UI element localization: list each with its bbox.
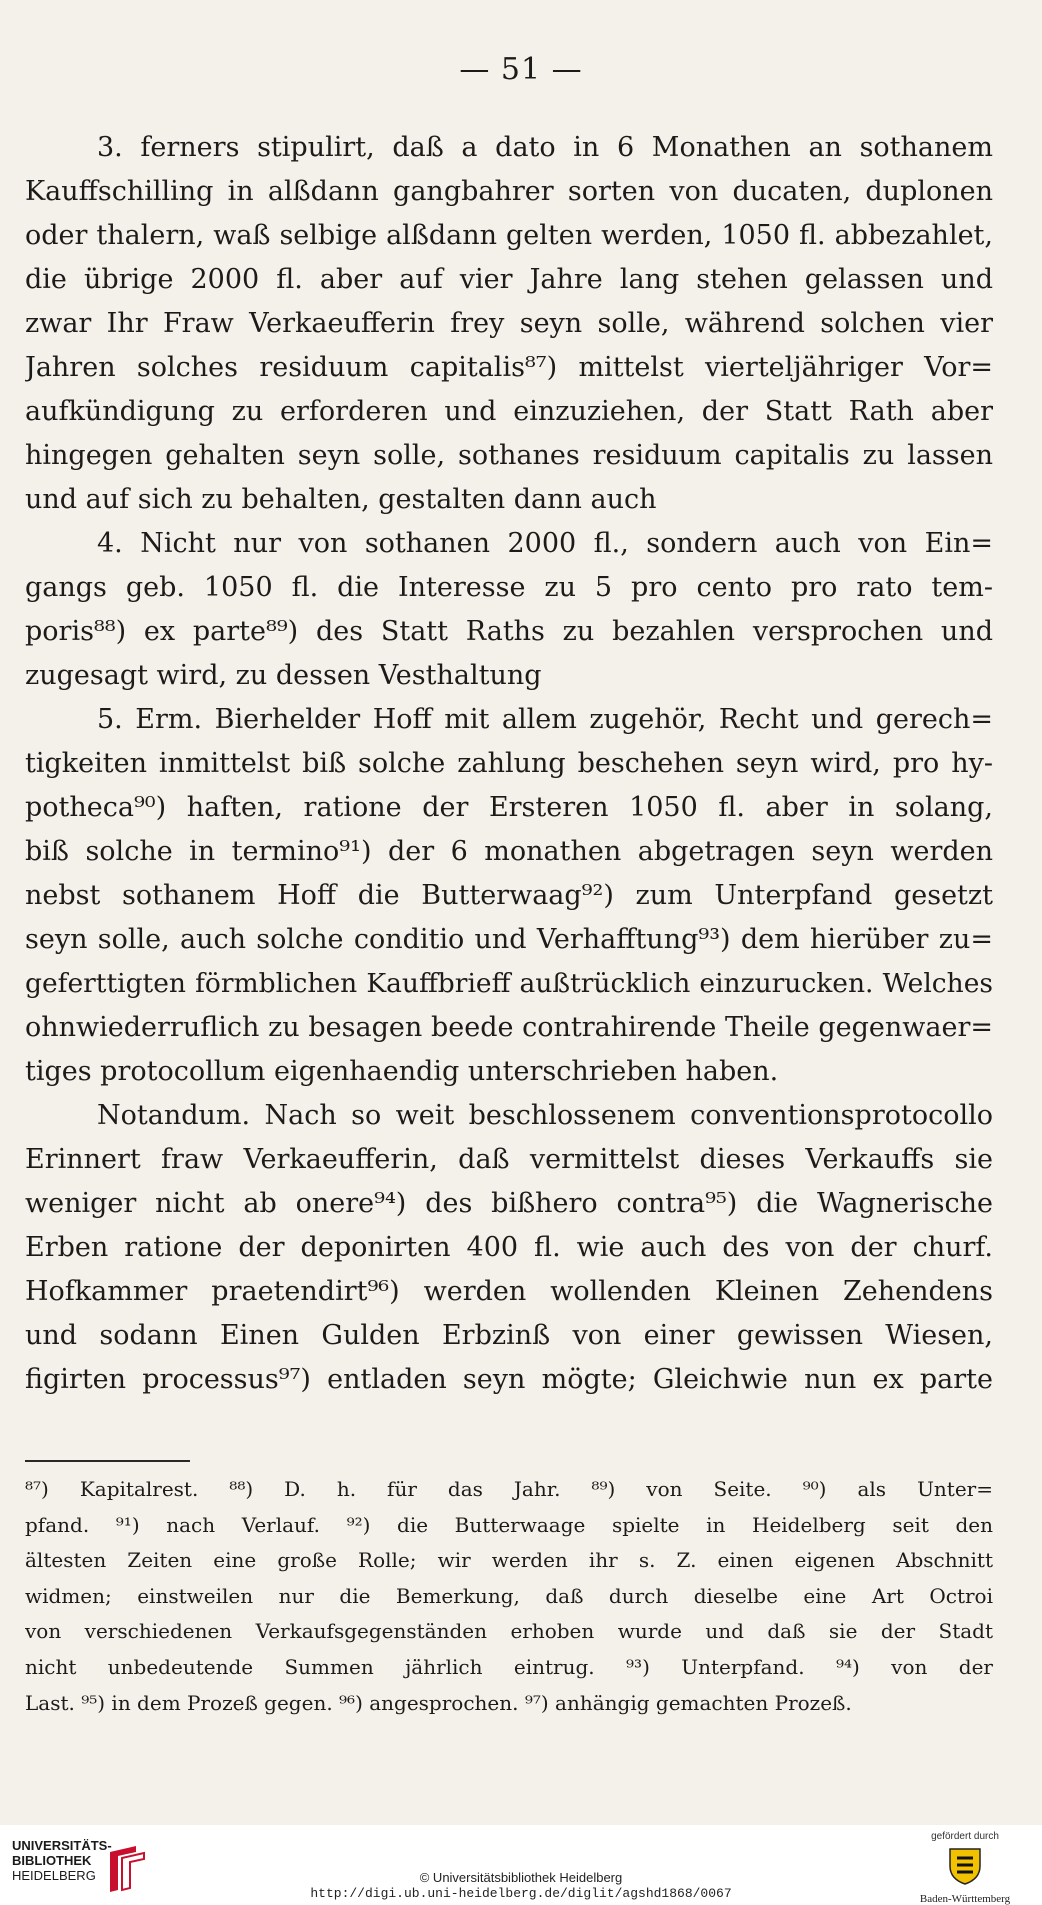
text-line: 4. Nicht nur von sothanen 2000 fl., sondern auch von Ein= (97, 528, 993, 559)
footnote-line: ältesten Zeiten eine große Rolle; wir werden ihr s. Z. einen eigenen Abschnitt (25, 1548, 993, 1573)
library-name-line1: UNIVERSITÄTS- (12, 1838, 112, 1853)
text-line: weniger nicht ab onere⁹⁴) des bißhero contra⁹⁵) die Wagnerische (25, 1188, 993, 1219)
state-crest-icon (946, 1846, 984, 1886)
viewer-footer (0, 1825, 1042, 1904)
permalink[interactable]: http://digi.ub.uni-heidelberg.de/diglit/agshd1868/0067 (310, 1886, 732, 1901)
text-line: hingegen gehalten seyn solle, sothanes residuum capitalis zu lassen (25, 440, 993, 471)
page-number: — 51 — (459, 52, 583, 87)
footnote-line: widmen; einstweilen nur die Bemerkung, daß durch dieselbe eine Art Octroi (25, 1583, 993, 1608)
copyright-notice: © Universitätsbibliothek Heidelberg (419, 1870, 623, 1885)
text-line: seyn solle, auch solche conditio und Verhafftung⁹³) dem hierüber zu= (25, 924, 993, 955)
footnote-line: pfand. ⁹¹) nach Verlauf. ⁹²) die Butterwaage spielte in Heidelberg seit den (25, 1512, 993, 1537)
footnote-line: von verschiedenen Verkaufsgegenständen erhoben wurde und daß sie der Stadt (25, 1619, 993, 1644)
text-line: 5. Erm. Bierhelder Hoff mit allem zugehör, Recht und gerech= (97, 704, 993, 735)
text-line: geferttigten förmblichen Kauffbrieff außtrücklich einzurucken. Welches (25, 968, 993, 999)
funding-state: Baden-Württemberg (919, 1893, 1011, 1905)
text-line: 3. ferners stipulirt, daß a dato in 6 Monathen an sothanem (97, 132, 993, 163)
text-line: zugesagt wird, zu dessen Vesthaltung (25, 660, 542, 691)
text-line: und auf sich zu behalten, gestalten dann auch (25, 484, 657, 515)
body-text (25, 126, 993, 1402)
footnote-line: ⁸⁷) Kapitalrest. ⁸⁸) D. h. für das Jahr. ⁸⁹) von Seite. ⁹⁰) als Unter= (25, 1477, 993, 1501)
text-line: und sodann Einen Gulden Erbzinß von einer gewissen Wiesen, (25, 1320, 993, 1351)
text-line: Kauffschilling in alßdann gangbahrer sorten von ducaten, duplonen (25, 176, 993, 207)
library-name-line2: BIBLIOTHEK (12, 1853, 92, 1868)
funding-badge (910, 1831, 1020, 1905)
footnotes (25, 1472, 993, 1721)
text-line: tigkeiten inmittelst biß solche zahlung beschehen seyn wird, pro hy- (25, 748, 993, 779)
text-line: Jahren solches residuum capitalis⁸⁷) mittelst vierteljähriger Vor= (25, 352, 993, 383)
text-line: zwar Ihr Fraw Verkaeufferin frey seyn solle, während solchen vier (25, 308, 993, 339)
text-line: Erben ratione der deponirten 400 fl. wie auch des von der churf. (25, 1232, 993, 1263)
text-line: tiges protocollum eigenhaendig unterschrieben haben. (25, 1056, 779, 1087)
footnote-line: Last. ⁹⁵) in dem Prozeß gegen. ⁹⁶) angesprochen. ⁹⁷) anhängig gemachten Prozeß. (25, 1690, 852, 1715)
library-name-line3: HEIDELBERG (12, 1868, 96, 1883)
text-line: figirten processus⁹⁷) entladen seyn mögte; Gleichwie nun ex parte (25, 1364, 993, 1395)
text-line: die übrige 2000 fl. aber auf vier Jahre lang stehen gelassen und (25, 264, 993, 295)
text-line: aufkündigung zu erforderen und einzuziehen, der Statt Rath aber (25, 396, 993, 427)
text-line: Erinnert fraw Verkaeufferin, daß vermittelst dieses Verkauffs sie (25, 1144, 993, 1175)
text-line: potheca⁹⁰) haften, ratione der Ersteren 1050 fl. aber in solang, (25, 792, 993, 823)
text-line: gangs geb. 1050 fl. die Interesse zu 5 pro cento pro rato tem- (25, 572, 993, 603)
text-line: Notandum. Nach so weit beschlossenem conventionsprotocollo (97, 1100, 993, 1131)
funding-label: gefördert durch (931, 1831, 999, 1842)
text-line: ohnwiederruflich zu besagen beede contrahirende Theile gegenwaer= (25, 1012, 993, 1043)
text-line: oder thalern, waß selbige alßdann gelten werden, 1050 fl. abbezahlet, (25, 220, 993, 251)
text-line: nebst sothanem Hoff die Butterwaag⁹²) zum Unterpfand gesetzt (25, 880, 993, 911)
footnote-line: nicht unbedeutende Summen jährlich eintrug. ⁹³) Unterpfand. ⁹⁴) von der (25, 1654, 993, 1679)
text-line: Hofkammer praetendirt⁹⁶) werden wollenden Kleinen Zehendens (25, 1276, 993, 1307)
footnote-divider (25, 1460, 190, 1462)
text-line: biß solche in termino⁹¹) der 6 monathen abgetragen seyn werden (25, 836, 993, 867)
text-line: poris⁸⁸) ex parte⁸⁹) des Statt Raths zu bezahlen versprochen und (25, 616, 993, 647)
